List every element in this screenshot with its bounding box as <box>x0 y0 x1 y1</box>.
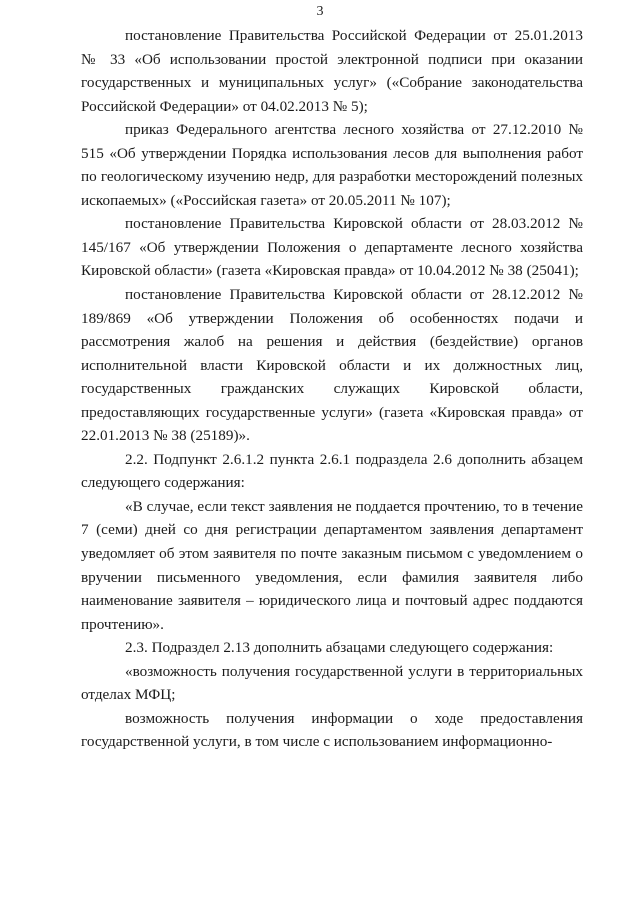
paragraph-mfc: «возможность получения государственной услуги в территориальных отделах МФЦ; <box>81 662 583 704</box>
paragraph-clause-2-3: 2.3. Подраздел 2.13 дополнить абзацами следующего содержания: <box>125 639 554 657</box>
paragraph-resolution-33: постановление Правительства Российской Федерации от 25.01.2013 № 33 «Об использовании простой электронной подписи при оказании государственных и муниципальных услуг» («Собрание законодательства Российской Федерации» от 04.02.2013 № 5); <box>81 27 583 115</box>
paragraph-clause-2-2: 2.2. Подпункт 2.6.1.2 пункта 2.6.1 подраздела 2.6 дополнить абзацем следующего содержания: <box>81 450 583 492</box>
paragraph-order-515: приказ Федерального агентства лесного хозяйства от 27.12.2010 № 515 «Об утверждении Порядка использования лесов для выполнения работ по геологическому изучению недр, для разработки месторождений полезных ископаемых» («Российская газета» от 20.05.2011 № 107); <box>81 121 583 209</box>
paragraph-resolution-145-167: постановление Правительства Кировской области от 28.03.2012 № 145/167 «Об утверждении Положения о департаменте лесного хозяйства Кировской области» (газета «Кировская правда» от 10.04.2012 № 38 (25041); <box>81 215 583 280</box>
page-number: 3 <box>316 4 324 19</box>
paragraph-info-progress: возможность получения информации о ходе предоставления государственной услуги, в том числе с использованием информационно- <box>81 709 583 751</box>
paragraph-clause-2-2-text: «В случае, если текст заявления не поддается прочтению, то в течение 7 (семи) дней со дня регистрации департаментом заявления департамент уведомляет об этом заявителя по почте заказным письмом с уведомлением о вручении письменного уведомления, если фамилия заявителя либо наименование заявителя – юридического лица и почтовый адрес поддаются прочтению». <box>81 497 583 633</box>
document-body <box>81 24 583 754</box>
paragraph-resolution-189-869: постановление Правительства Кировской области от 28.12.2012 № 189/869 «Об утверждении Положения об особенностях подачи и рассмотрения жалоб на решения и действия (бездействие) органов исполнительной власти Кировской области и их должностных лиц, государственных гражданских служащих Кировской области, предоставляющих государственные услуги» (газета «Кировская правда» от 22.01.2013 № 38 (25189)». <box>81 286 583 445</box>
